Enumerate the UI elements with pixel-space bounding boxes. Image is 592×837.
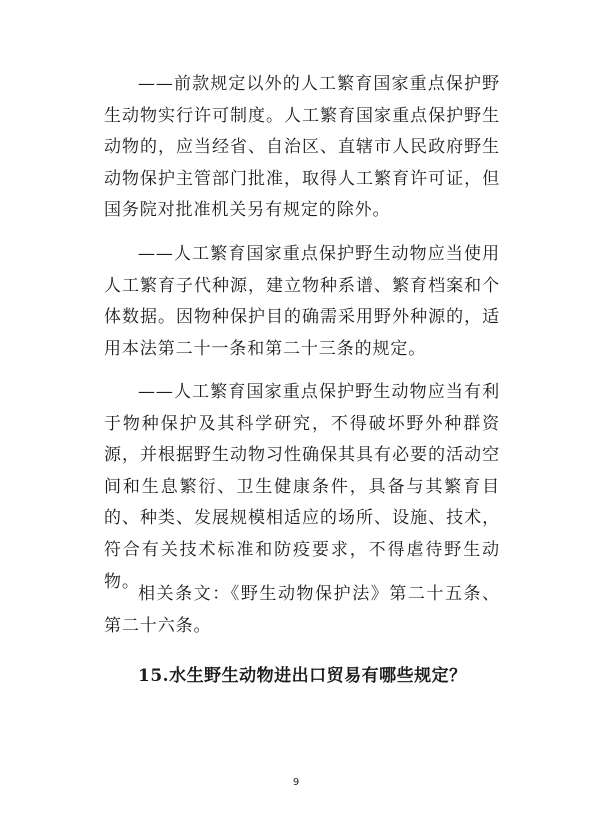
paragraph-related-articles: 相关条文：《野生动物保护法》第二十五条、第二十六条。 [104,584,500,636]
section-heading: 15.水生野生动物进出口贸易有哪些规定？ [138,666,467,686]
paragraph-breeding-conditions: ——人工繁育国家重点保护野生动物应当有利于物种保护及其科学研究，不得破坏野外种群资源，并根据野生动物习性确保其具有必要的活动空间和生息繁衍、卫生健康条件，具备与其繁育目的、种类、发展规模相适应的场所、设施、技术，符合有关技术标准和防疫要求，不得虐待野生动物。 [104,382,500,592]
page-number: 9 [292,777,300,788]
paragraph-breeding-license: ——前款规定以外的人工繁育国家重点保护野生动物实行许可制度。人工繁育国家重点保护野生动物的，应当经省、自治区、直辖市人民政府野生动物保护主管部门批准，取得人工繁育许可证，但国务院对批准机关另有规定的除外。 [104,74,500,221]
paragraph-breeding-source: ——人工繁育国家重点保护野生动物应当使用人工繁育子代种源，建立物种系谱、繁育档案和个体数据。因物种保护目的确需采用野外种源的，适用本法第二十一条和第二十三条的规定。 [104,244,500,359]
